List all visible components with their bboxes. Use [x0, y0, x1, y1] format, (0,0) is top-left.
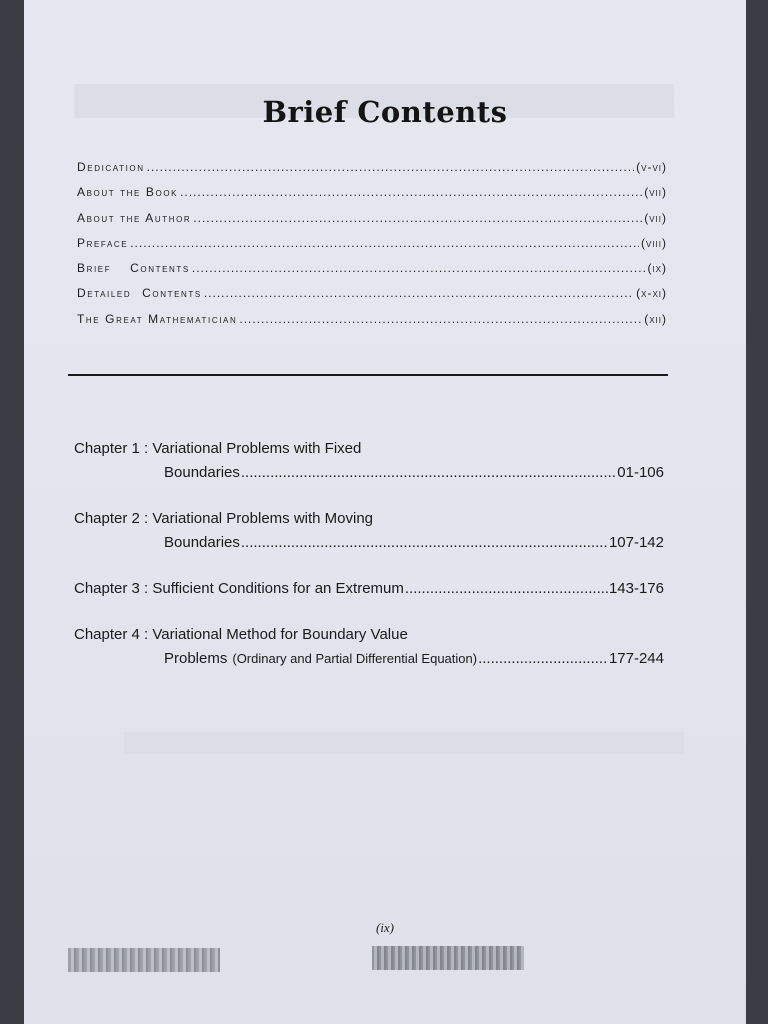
dot-leader [405, 580, 608, 597]
chapter-title-cont: Boundaries [164, 534, 240, 551]
front-matter-label: Brief Contents [77, 261, 190, 276]
front-matter-label: The Great Mathematician [77, 311, 238, 326]
chapter-title-cont: Boundaries [164, 464, 240, 481]
dot-leader [193, 211, 642, 225]
chapter-entry [74, 626, 664, 674]
dot-leader [130, 236, 639, 250]
front-matter-pages: (v-vi) [636, 160, 667, 174]
dot-leader [241, 534, 608, 551]
scan-smudge-left [68, 948, 220, 972]
front-matter-item [77, 236, 667, 261]
chapter-pages: 107-142 [608, 534, 664, 551]
chapter-entry [74, 440, 664, 488]
dot-leader [241, 464, 616, 481]
dot-leader [192, 261, 646, 275]
dot-leader [147, 160, 634, 174]
chapter-pages: 177-244 [608, 650, 664, 667]
front-matter-pages: (x-xi) [636, 286, 667, 301]
front-matter-label: Dedication [77, 160, 145, 174]
front-matter-item [77, 312, 667, 337]
front-matter-item [77, 185, 667, 210]
front-matter-item [77, 286, 667, 311]
dot-leader [478, 650, 608, 667]
front-matter-pages: (xii) [644, 311, 667, 326]
front-matter-label: Detailed Contents [77, 286, 202, 301]
show-through-band [124, 732, 684, 754]
page-number: (ix) [375, 920, 395, 935]
chapter-title: Chapter 1 : Variational Problems with Fixed [74, 440, 362, 457]
dot-leader [180, 185, 642, 199]
chapter-title: Chapter 2 : Variational Problems with Moving [74, 510, 374, 527]
front-matter-item [77, 261, 667, 286]
dot-leader [204, 286, 634, 300]
front-matter-label: Preface [77, 235, 129, 250]
front-matter-item [77, 160, 667, 185]
chapter-entry [74, 580, 664, 604]
front-matter-pages: (ix) [647, 261, 667, 276]
chapter-entry [74, 510, 664, 558]
document-page [24, 0, 746, 1024]
front-matter-label: About the Author [77, 210, 192, 225]
chapter-title: Chapter 3 : Sufficient Conditions for an Extremum [74, 580, 404, 597]
chapter-subtitle: (Ordinary and Partial Differential Equation) [232, 651, 478, 666]
scan-smudge-center [372, 946, 524, 970]
section-divider [68, 374, 668, 376]
chapter-title-cont: Problems [164, 650, 228, 667]
front-matter-list [77, 160, 667, 337]
page-title: Brief Contents [262, 95, 508, 130]
front-matter-item [77, 211, 667, 236]
front-matter-label: About the Book [77, 185, 179, 200]
dot-leader [239, 312, 642, 326]
front-matter-pages: (vii) [644, 185, 667, 200]
front-matter-pages: (vii) [644, 210, 667, 225]
chapter-title: Chapter 4 : Variational Method for Boundary Value [74, 626, 408, 643]
chapter-list [74, 440, 664, 696]
chapter-pages: 01-106 [617, 464, 664, 481]
front-matter-pages: (viii) [641, 235, 667, 250]
chapter-pages: 143-176 [608, 580, 664, 597]
